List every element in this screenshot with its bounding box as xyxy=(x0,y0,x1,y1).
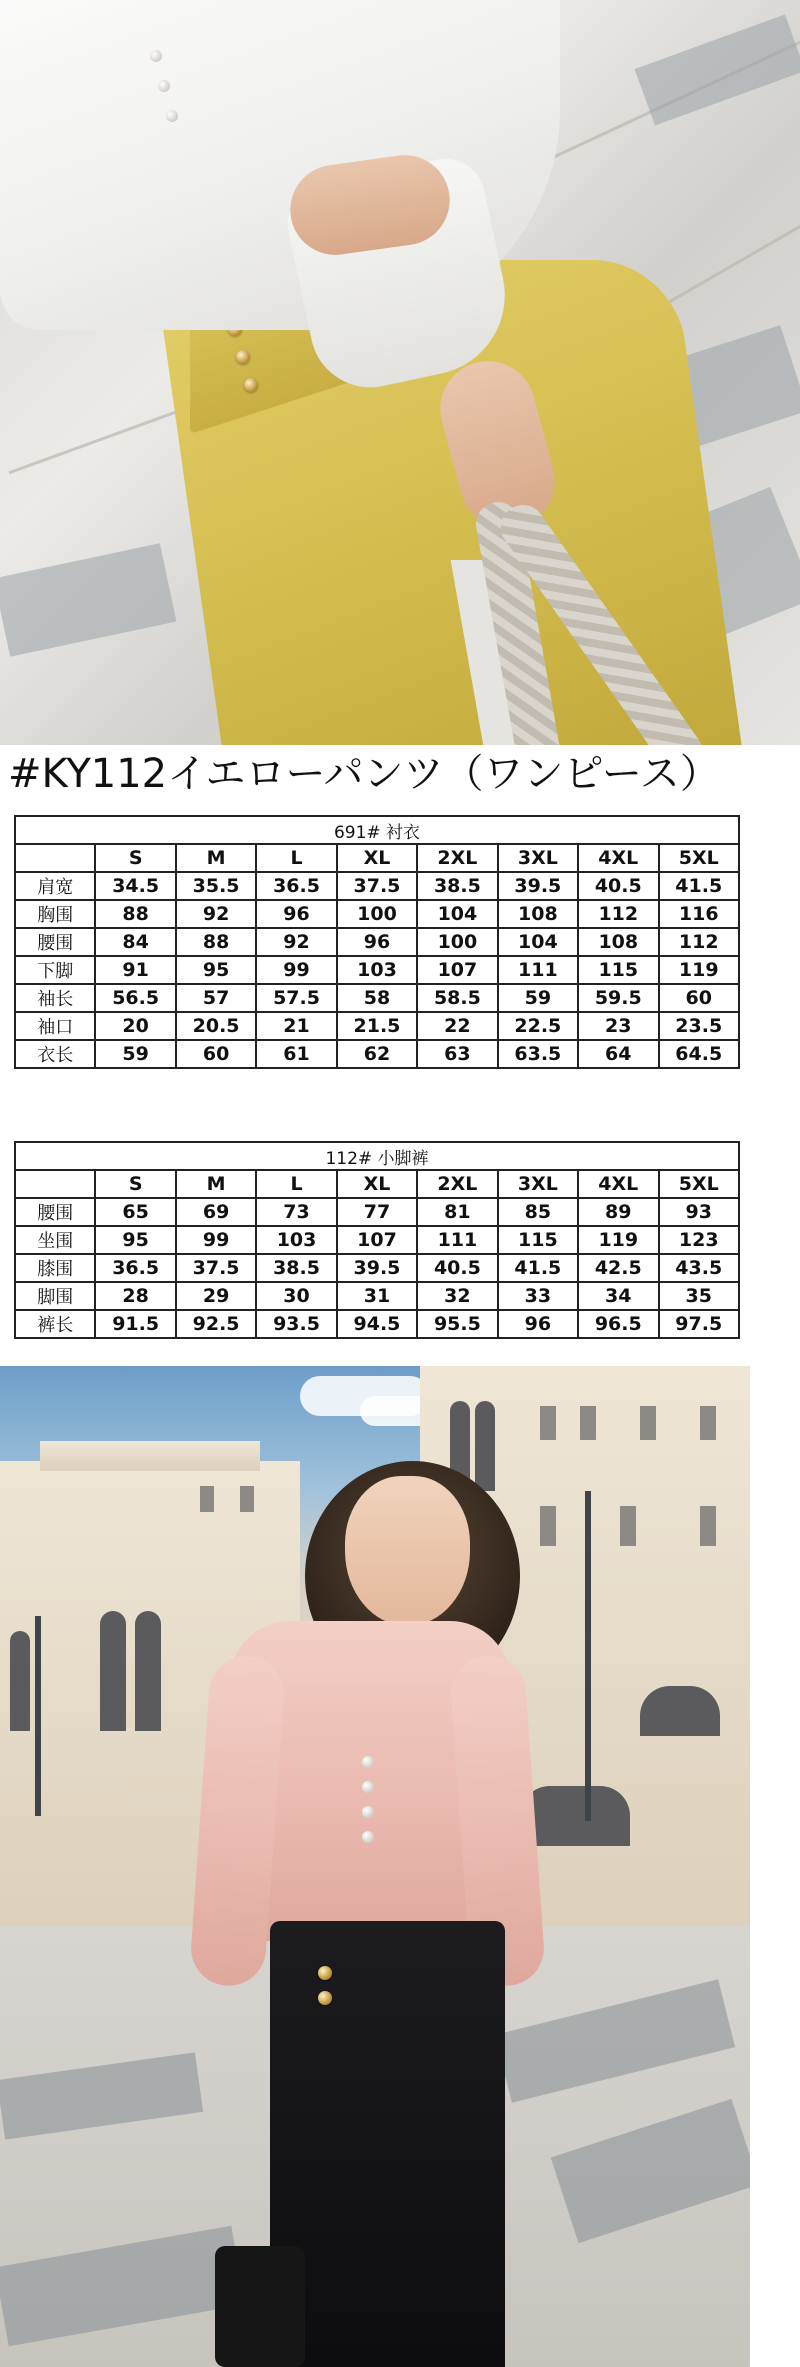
header-cell xyxy=(15,844,95,872)
table-cell: 119 xyxy=(659,956,740,984)
table-cell: 30 xyxy=(256,1282,336,1310)
header-cell: 3XL xyxy=(498,844,578,872)
table-cell: 89 xyxy=(578,1198,658,1226)
table-cell: 95.5 xyxy=(417,1310,497,1338)
header-cell: 4XL xyxy=(578,844,658,872)
table-cell: 23.5 xyxy=(659,1012,740,1040)
table-cell: 99 xyxy=(176,1226,256,1254)
table-cell: 104 xyxy=(498,928,578,956)
table-cell: 35 xyxy=(659,1282,740,1310)
table-cell: 34 xyxy=(578,1282,658,1310)
header-cell: S xyxy=(95,1170,175,1198)
table-row xyxy=(15,956,739,984)
shirt-size-table xyxy=(14,815,740,1069)
table-cell: 60 xyxy=(176,1040,256,1068)
product-photo-yellow-pants xyxy=(0,0,800,745)
table-row xyxy=(15,872,739,900)
table-cell: 58.5 xyxy=(417,984,497,1012)
header-cell: 4XL xyxy=(578,1170,658,1198)
header-cell: L xyxy=(256,1170,336,1198)
table-cell: 96.5 xyxy=(578,1310,658,1338)
table-cell: 88 xyxy=(95,900,175,928)
table-cell: 59.5 xyxy=(578,984,658,1012)
table-cell: 59 xyxy=(95,1040,175,1068)
table-cell: 21.5 xyxy=(337,1012,417,1040)
table-cell: 35.5 xyxy=(176,872,256,900)
table-row xyxy=(15,900,739,928)
table-cell: 116 xyxy=(659,900,740,928)
table-row xyxy=(15,1282,739,1310)
table-cell: 56.5 xyxy=(95,984,175,1012)
table-title-row xyxy=(15,1142,739,1170)
table-cell: 37.5 xyxy=(337,872,417,900)
table-cell: 81 xyxy=(417,1198,497,1226)
pants-size-table xyxy=(14,1141,740,1339)
table-cell: 92 xyxy=(256,928,336,956)
table-cell: 64 xyxy=(578,1040,658,1068)
table-cell: 108 xyxy=(498,900,578,928)
row-label: 坐围 xyxy=(15,1226,95,1254)
row-label: 膝围 xyxy=(15,1254,95,1282)
header-cell: 5XL xyxy=(659,1170,740,1198)
row-label: 胸围 xyxy=(15,900,95,928)
table-cell: 57.5 xyxy=(256,984,336,1012)
header-cell: 3XL xyxy=(498,1170,578,1198)
product-photo-pink-blouse xyxy=(0,1366,750,2367)
header-cell: XL xyxy=(337,1170,417,1198)
table-cell: 107 xyxy=(337,1226,417,1254)
table-cell: 23 xyxy=(578,1012,658,1040)
table-row xyxy=(15,928,739,956)
table-cell: 95 xyxy=(95,1226,175,1254)
table-cell: 61 xyxy=(256,1040,336,1068)
table-cell: 62 xyxy=(337,1040,417,1068)
table-cell: 100 xyxy=(337,900,417,928)
row-label: 袖长 xyxy=(15,984,95,1012)
table-cell: 22.5 xyxy=(498,1012,578,1040)
table-cell: 20 xyxy=(95,1012,175,1040)
table-cell: 69 xyxy=(176,1198,256,1226)
table-cell: 96 xyxy=(498,1310,578,1338)
table-cell: 92 xyxy=(176,900,256,928)
table-cell: 57 xyxy=(176,984,256,1012)
row-label: 脚围 xyxy=(15,1282,95,1310)
table-cell: 20.5 xyxy=(176,1012,256,1040)
table-cell: 96 xyxy=(256,900,336,928)
header-cell: 2XL xyxy=(417,844,497,872)
table-cell: 111 xyxy=(417,1226,497,1254)
table-cell: 37.5 xyxy=(176,1254,256,1282)
table-cell: 63.5 xyxy=(498,1040,578,1068)
table-cell: 104 xyxy=(417,900,497,928)
table-cell: 34.5 xyxy=(95,872,175,900)
header-cell xyxy=(15,1170,95,1198)
row-label: 腰围 xyxy=(15,1198,95,1226)
table-cell: 41.5 xyxy=(498,1254,578,1282)
table-cell: 97.5 xyxy=(659,1310,740,1338)
table-row xyxy=(15,1254,739,1282)
table-cell: 112 xyxy=(578,900,658,928)
table-cell: 28 xyxy=(95,1282,175,1310)
table-cell: 115 xyxy=(578,956,658,984)
header-cell: XL xyxy=(337,844,417,872)
table-cell: 40.5 xyxy=(578,872,658,900)
table-cell: 93 xyxy=(659,1198,740,1226)
header-cell: S xyxy=(95,844,175,872)
table-cell: 38.5 xyxy=(256,1254,336,1282)
row-label: 衣长 xyxy=(15,1040,95,1068)
row-label: 腰围 xyxy=(15,928,95,956)
table-row xyxy=(15,984,739,1012)
table-cell: 94.5 xyxy=(337,1310,417,1338)
table-row xyxy=(15,1226,739,1254)
row-label: 袖口 xyxy=(15,1012,95,1040)
header-cell: 2XL xyxy=(417,1170,497,1198)
table-cell: 39.5 xyxy=(337,1254,417,1282)
table-cell: 100 xyxy=(417,928,497,956)
table-cell: 63 xyxy=(417,1040,497,1068)
table-cell: 43.5 xyxy=(659,1254,740,1282)
table-cell: 115 xyxy=(498,1226,578,1254)
table-cell: 64.5 xyxy=(659,1040,740,1068)
table-cell: 99 xyxy=(256,956,336,984)
table-cell: 65 xyxy=(95,1198,175,1226)
header-cell: M xyxy=(176,1170,256,1198)
table-cell: 119 xyxy=(578,1226,658,1254)
row-label: 下脚 xyxy=(15,956,95,984)
table-cell: 59 xyxy=(498,984,578,1012)
table-header-row xyxy=(15,844,739,872)
table-cell: 42.5 xyxy=(578,1254,658,1282)
table-cell: 33 xyxy=(498,1282,578,1310)
table-cell: 36.5 xyxy=(95,1254,175,1282)
row-label: 裤长 xyxy=(15,1310,95,1338)
row-label: 肩宽 xyxy=(15,872,95,900)
table-cell: 22 xyxy=(417,1012,497,1040)
table-cell: 112 xyxy=(659,928,740,956)
table-cell: 108 xyxy=(578,928,658,956)
header-cell: M xyxy=(176,844,256,872)
table-cell: 96 xyxy=(337,928,417,956)
table-cell: 40.5 xyxy=(417,1254,497,1282)
table-cell: 88 xyxy=(176,928,256,956)
table-cell: 123 xyxy=(659,1226,740,1254)
table-cell: 38.5 xyxy=(417,872,497,900)
table-cell: 92.5 xyxy=(176,1310,256,1338)
table-cell: 111 xyxy=(498,956,578,984)
product-caption: #KY112イエローパンツ（ワンピース） xyxy=(8,751,720,797)
table-row xyxy=(15,1198,739,1226)
table-row xyxy=(15,1040,739,1068)
table-cell: 103 xyxy=(256,1226,336,1254)
table-cell: 91.5 xyxy=(95,1310,175,1338)
table-cell: 41.5 xyxy=(659,872,740,900)
table-cell: 93.5 xyxy=(256,1310,336,1338)
table-header-row xyxy=(15,1170,739,1198)
table-cell: 77 xyxy=(337,1198,417,1226)
table-cell: 58 xyxy=(337,984,417,1012)
table-cell: 39.5 xyxy=(498,872,578,900)
table-cell: 29 xyxy=(176,1282,256,1310)
table-cell: 103 xyxy=(337,956,417,984)
table-cell: 31 xyxy=(337,1282,417,1310)
table-cell: 91 xyxy=(95,956,175,984)
table-cell: 32 xyxy=(417,1282,497,1310)
header-cell: L xyxy=(256,844,336,872)
header-cell: 5XL xyxy=(659,844,740,872)
table-cell: 107 xyxy=(417,956,497,984)
table-cell: 84 xyxy=(95,928,175,956)
table-cell: 60 xyxy=(659,984,740,1012)
table-title: 691# 衬衣 xyxy=(15,816,739,844)
table-row xyxy=(15,1310,739,1338)
table-cell: 73 xyxy=(256,1198,336,1226)
table-cell: 36.5 xyxy=(256,872,336,900)
table-title: 112# 小脚裤 xyxy=(15,1142,739,1170)
table-cell: 85 xyxy=(498,1198,578,1226)
table-cell: 21 xyxy=(256,1012,336,1040)
table-cell: 95 xyxy=(176,956,256,984)
table-title-row xyxy=(15,816,739,844)
table-row xyxy=(15,1012,739,1040)
